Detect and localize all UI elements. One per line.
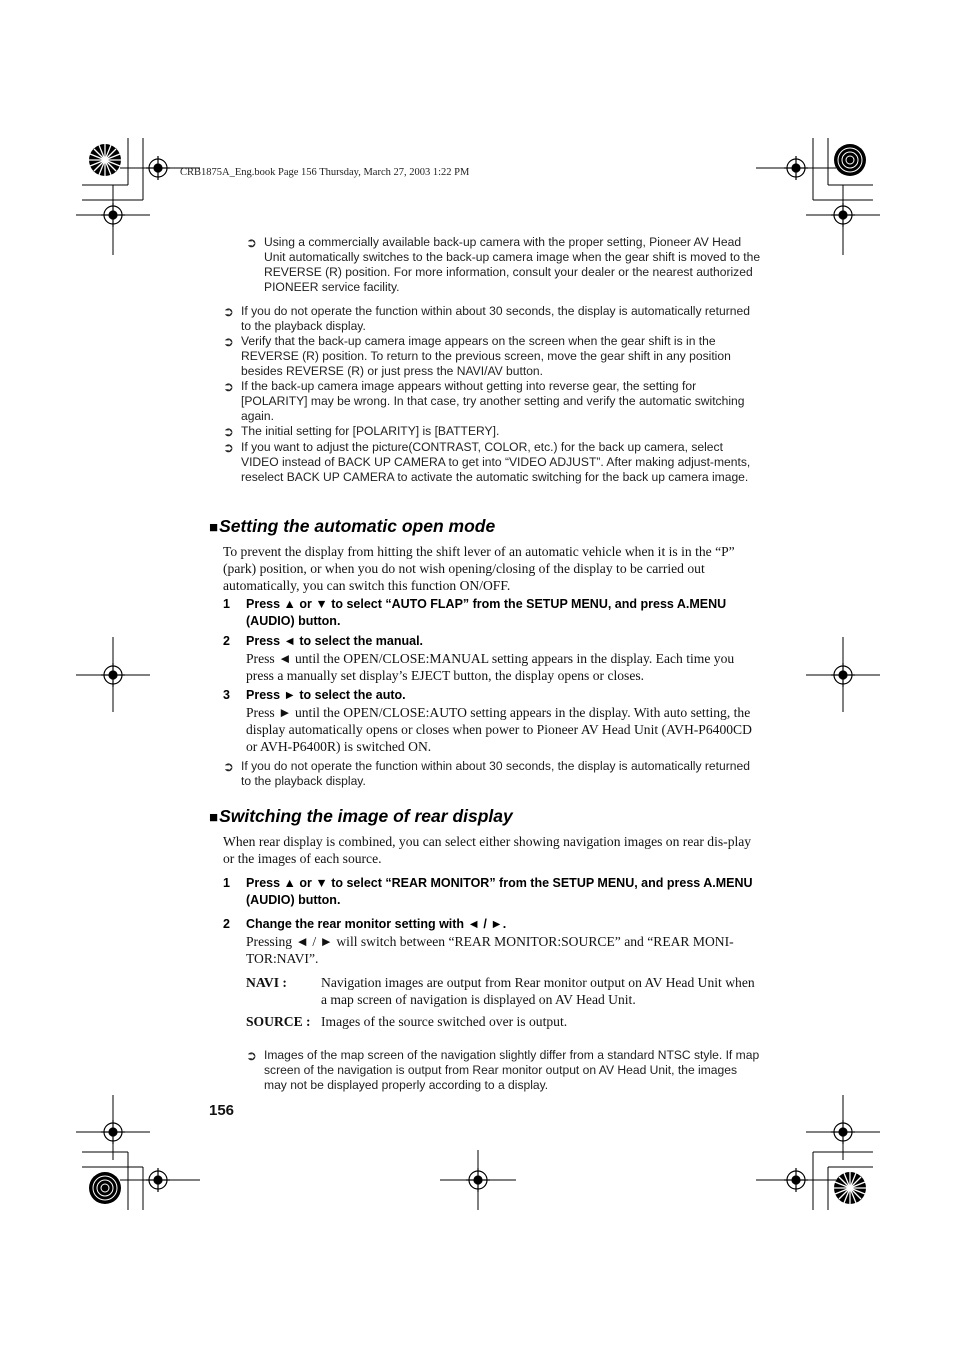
note-arrow-icon: ➲	[223, 424, 234, 439]
section-square-icon: ■	[209, 519, 219, 536]
section-heading-auto-open	[209, 516, 495, 537]
definition-term: SOURCE :	[246, 1014, 311, 1029]
step-item	[223, 596, 763, 630]
note-arrow-icon: ➲	[246, 235, 257, 250]
step-item	[223, 633, 763, 650]
step-number: 1	[223, 597, 230, 611]
note-text: The initial setting for [POLARITY] is [BATTERY].	[241, 424, 500, 438]
definition-term: NAVI :	[246, 975, 287, 990]
step-title: Press ◄ to select the manual.	[246, 634, 424, 648]
note-item	[223, 759, 761, 789]
print-header: CRB1875A_Eng.book Page 156 Thursday, March 27, 2003 1:22 PM	[180, 167, 470, 178]
step-title: Change the rear monitor setting with ◄ / ►.	[246, 917, 507, 931]
note-text: Verify that the back-up camera image appears on the screen when the gear shift is in the REVERSE (R) position. To return to the previous screen, move the gear shift in any position besides REVERSE (R) or just press the NAVI/AV button.	[241, 334, 731, 378]
page-number: 156	[209, 1102, 235, 1119]
note-arrow-icon: ➲	[223, 304, 234, 319]
note-text: Images of the map screen of the navigation slightly differ from a standard NTSC style. If map screen of the navigation is output from Rear monitor output on AV Head Unit, the images may not be displayed properly according to a display.	[264, 1048, 760, 1092]
note-text: If you do not operate the function within about 30 seconds, the display is automatically returned to the playback display.	[241, 304, 750, 333]
note-text: If you want to adjust the picture(CONTRAST, COLOR, etc.) for the back up camera, select VIDEO instead of BACK UP CAMERA to get into “VIDEO ADJUST”. After making adjust-ments, reselect BACK UP CAMERA to activate the automatic switching for the back up camera image.	[241, 440, 751, 484]
note-text: If the back-up camera image appears without getting into reverse gear, the setting for [POLARITY] may be wrong. In that case, try another setting and verify the automatic switching again.	[241, 379, 745, 423]
note-arrow-icon: ➲	[223, 379, 234, 394]
step-number: 3	[223, 688, 230, 702]
note-arrow-icon: ➲	[223, 334, 234, 349]
step-body: Pressing ◄ / ► will switch between “REAR MONITOR:SOURCE” and “REAR MONI-TOR:NAVI”.	[246, 934, 734, 966]
section-title: Setting the automatic open mode	[219, 516, 496, 536]
section-intro: To prevent the display from hitting the shift lever of an automatic vehicle when it is in the “P” (park) position, or when you do not wish opening/closing of the display to be carried out automatically, you can switch this function ON/OFF.	[223, 544, 735, 593]
definition-desc: Navigation images are output from Rear monitor output on AV Head Unit when a map screen of navigation is displayed on AV Head Unit.	[321, 975, 755, 1007]
note-item	[223, 424, 761, 439]
note-arrow-icon: ➲	[223, 440, 234, 455]
section-intro: When rear display is combined, you can select either showing navigation images on rear dis-play or the images of each source.	[223, 834, 752, 866]
step-body: Press ► until the OPEN/CLOSE:AUTO setting appears in the display. With auto setting, the display automatically opens or closes when power to Pioneer AV Head Unit (AVH-P6400CD or AVH-P6400R) is switched ON.	[246, 705, 752, 754]
step-title: Press ► to select the auto.	[246, 688, 406, 702]
note-item	[223, 440, 761, 485]
note-text: If you do not operate the function within about 30 seconds, the display is automatically returned to the playback display.	[241, 759, 750, 788]
step-item	[223, 687, 763, 704]
note-item	[246, 235, 761, 295]
step-item	[223, 916, 763, 933]
section-heading-rear-display	[209, 806, 513, 827]
step-body: Press ◄ until the OPEN/CLOSE:MANUAL setting appears in the display. Each time you press a manually set display’s EJECT button, the display opens or closes.	[246, 651, 735, 683]
note-text: Using a commercially available back-up camera with the proper setting, Pioneer AV Head Unit automatically switches to the back-up camera image when the gear shift is moved to the REVERSE (R) position. For more information, consult your dealer or the nearest authorized PIONEER service facility.	[264, 235, 761, 294]
step-number: 2	[223, 634, 230, 648]
section-title: Switching the image of rear display	[219, 806, 513, 826]
step-number: 2	[223, 917, 230, 931]
section-square-icon: ■	[209, 809, 219, 826]
step-title: Press ▲ or ▼ to select “REAR MONITOR” from the SETUP MENU, and press A.MENU (AUDIO) button.	[246, 876, 753, 907]
step-item	[223, 875, 763, 909]
note-arrow-icon: ➲	[246, 1048, 257, 1063]
note-item	[223, 379, 761, 424]
note-item	[223, 334, 761, 379]
note-item	[246, 1048, 761, 1093]
definition-desc: Images of the source switched over is output.	[321, 1014, 568, 1029]
note-item	[223, 304, 761, 334]
step-title: Press ▲ or ▼ to select “AUTO FLAP” from the SETUP MENU, and press A.MENU (AUDIO) button.	[246, 597, 727, 628]
note-arrow-icon: ➲	[223, 759, 234, 774]
step-number: 1	[223, 876, 230, 890]
